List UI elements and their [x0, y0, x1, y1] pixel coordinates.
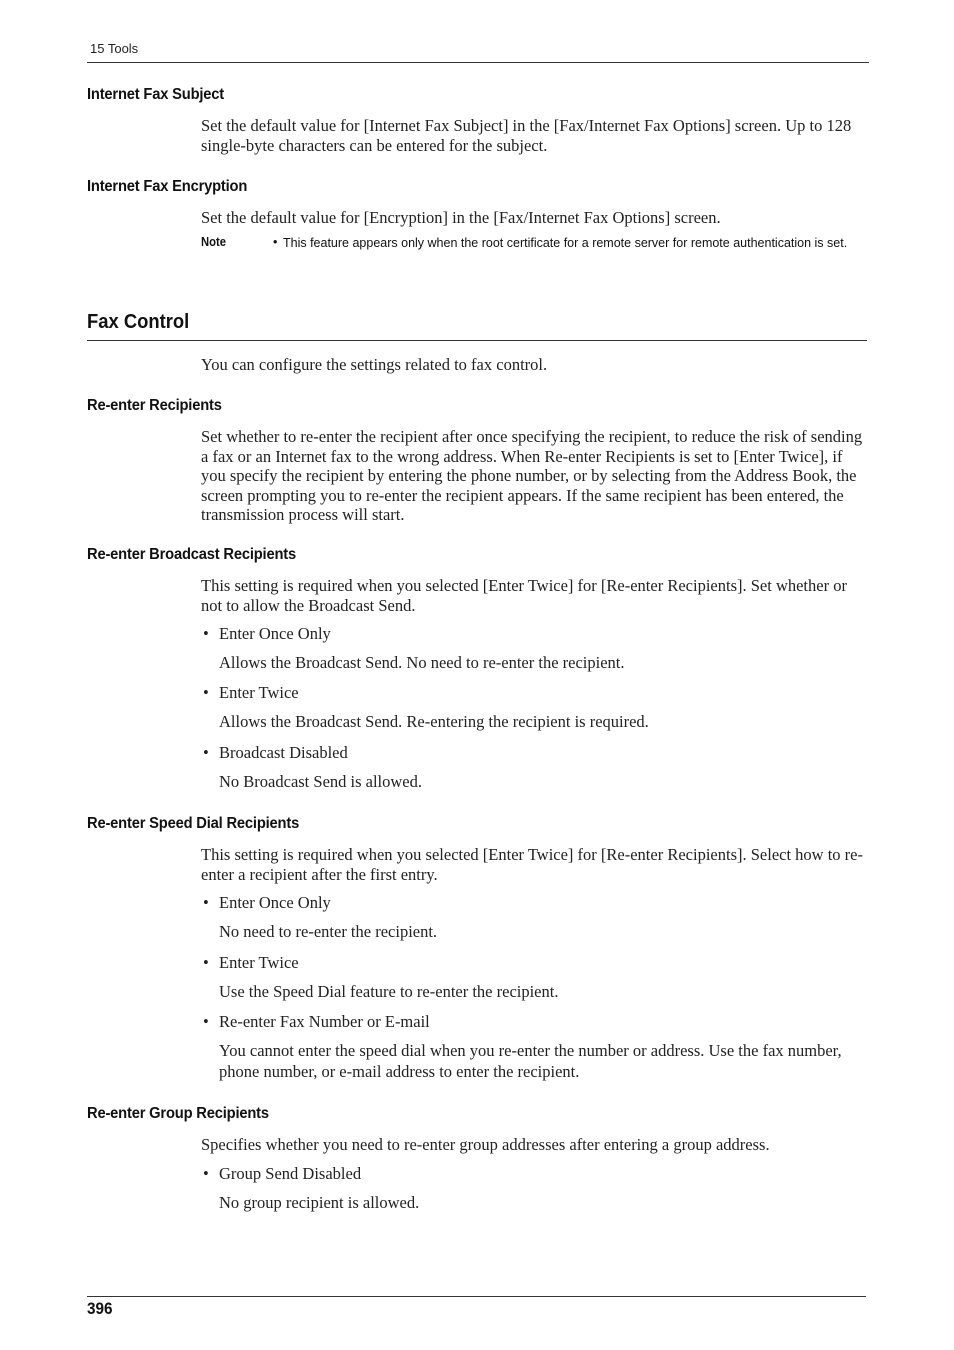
- heading-fax-control: Fax Control: [87, 311, 190, 333]
- option-description: You cannot enter the speed dial when you re-enter the number or address. Use the fax number, phone number, or e-mail address to enter the recipient.: [219, 1041, 842, 1081]
- note-bullet: •: [273, 235, 278, 249]
- list-item: [203, 953, 299, 973]
- option-label: Re-enter Fax Number or E-mail: [219, 1012, 430, 1031]
- option-description: Allows the Broadcast Send. Re-entering the recipient is required.: [219, 712, 649, 731]
- heading-reenter-group: Re-enter Group Recipients: [87, 1105, 269, 1122]
- option-label: Enter Once Only: [219, 893, 331, 912]
- option-label: Broadcast Disabled: [219, 743, 348, 762]
- option-label: Group Send Disabled: [219, 1164, 362, 1183]
- bullet-dot: •: [203, 683, 209, 702]
- option-description: No Broadcast Send is allowed.: [219, 772, 423, 791]
- body-reenter-speed-dial: This setting is required when you selected [Enter Twice] for [Re-enter Recipients]. Select how to re-enter a recipient after the first entry.: [201, 845, 863, 884]
- list-item: [203, 1164, 361, 1184]
- option-label: Enter Once Only: [219, 624, 331, 643]
- note-text: This feature appears only when the root certificate for a remote server for remote authentication is set.: [283, 236, 848, 250]
- option-description: Allows the Broadcast Send. No need to re-enter the recipient.: [219, 653, 625, 672]
- option-label: Enter Twice: [219, 683, 299, 702]
- list-item: [203, 893, 331, 913]
- body-reenter-recipients: Set whether to re-enter the recipient after once specifying the recipient, to reduce the risk of sending a fax or an Internet fax to the wrong address. When Re-enter Recipients is set to [Enter Twice], if you specify the recipient by entering the phone number, or by selecting from the Address Book, the screen prompting you to re-enter the recipient appears. If the same recipient has been entered, the transmission process will start.: [201, 427, 863, 525]
- heading-reenter-broadcast: Re-enter Broadcast Recipients: [87, 546, 296, 563]
- bullet-dot: •: [203, 893, 209, 912]
- body-internet-fax-encryption: Set the default value for [Encryption] in the [Fax/Internet Fax Options] screen.: [201, 208, 721, 227]
- running-head: 15 Tools: [90, 41, 139, 56]
- fax-control-rule: [87, 340, 867, 341]
- bullet-dot: •: [203, 1012, 209, 1031]
- list-item: [203, 683, 299, 703]
- body-reenter-group: Specifies whether you need to re-enter group addresses after entering a group address.: [201, 1135, 770, 1154]
- option-label: Enter Twice: [219, 953, 299, 972]
- page-number: 396: [87, 1299, 113, 1318]
- list-item: [203, 624, 331, 644]
- intro-fax-control: You can configure the settings related to fax control.: [201, 355, 548, 374]
- option-description: Use the Speed Dial feature to re-enter the recipient.: [219, 982, 559, 1001]
- heading-reenter-speed-dial: Re-enter Speed Dial Recipients: [87, 815, 300, 832]
- heading-internet-fax-subject: Internet Fax Subject: [87, 86, 225, 103]
- body-internet-fax-subject: Set the default value for [Internet Fax Subject] in the [Fax/Internet Fax Options] screen. Up to 128 single-byte characters can be entered for the subject.: [201, 116, 852, 155]
- heading-reenter-recipients: Re-enter Recipients: [87, 397, 222, 414]
- header-rule: [87, 62, 869, 63]
- list-item: [203, 743, 348, 763]
- note-label: Note: [201, 235, 227, 249]
- heading-internet-fax-encryption: Internet Fax Encryption: [87, 178, 248, 195]
- list-item: [203, 1012, 430, 1032]
- footer-rule: [87, 1296, 866, 1297]
- bullet-dot: •: [203, 953, 209, 972]
- bullet-dot: •: [203, 743, 209, 762]
- bullet-dot: •: [203, 624, 209, 643]
- body-reenter-broadcast: This setting is required when you selected [Enter Twice] for [Re-enter Recipients]. Set whether or not to allow the Broadcast Send.: [201, 576, 847, 615]
- option-description: No need to re-enter the recipient.: [219, 922, 438, 941]
- option-description: No group recipient is allowed.: [219, 1193, 420, 1212]
- bullet-dot: •: [203, 1164, 209, 1183]
